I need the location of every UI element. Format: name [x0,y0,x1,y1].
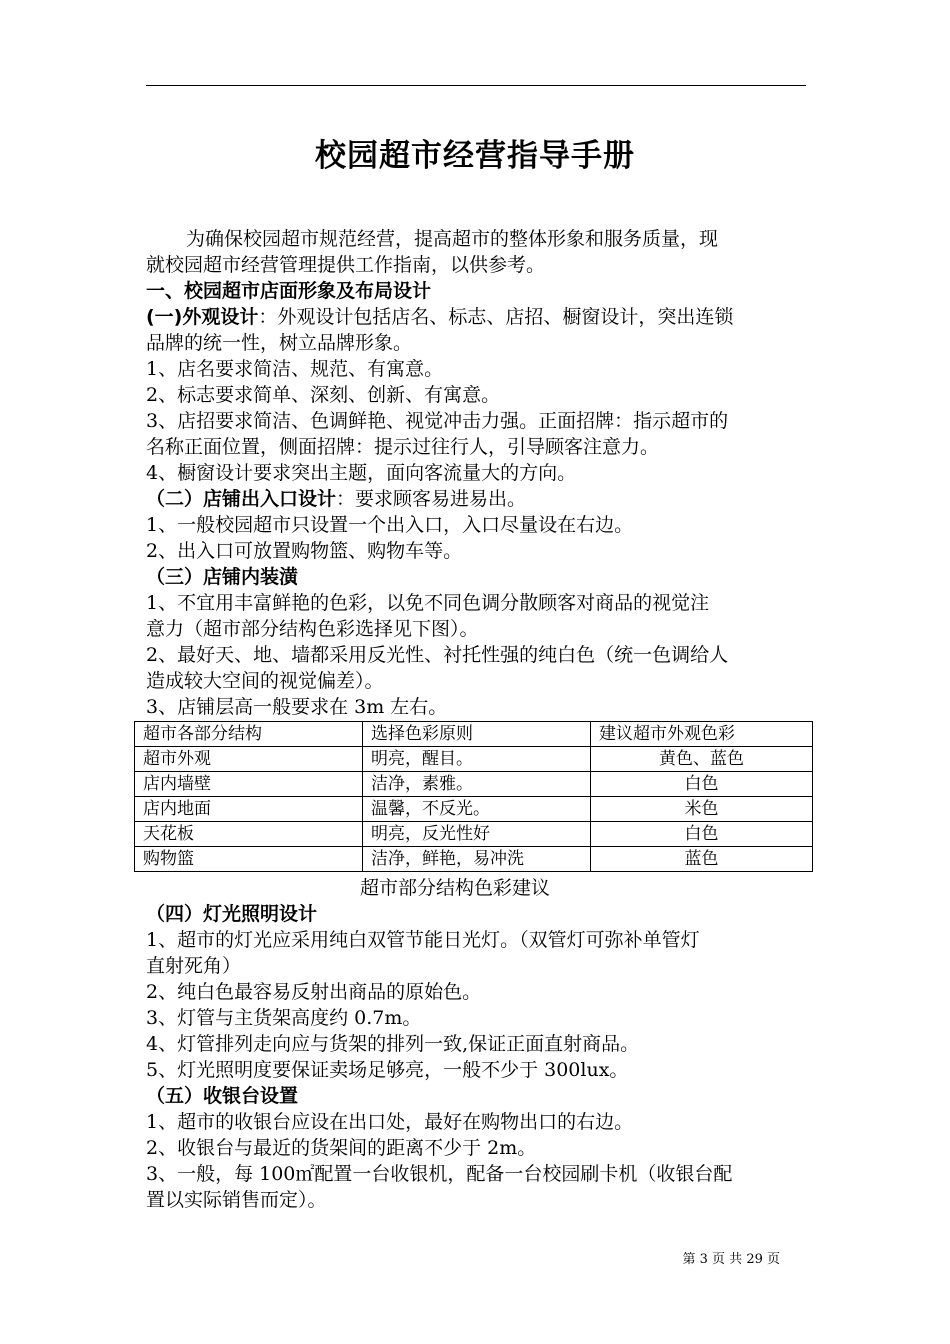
subsection-2-heading: （二）店铺出入口设计 [146,488,337,510]
table-row [135,747,813,772]
table-cell: 洁净，素雅。 [363,772,591,797]
list-item: 3、店铺层高一般要求在 3m 左右。 [146,696,448,718]
section-heading-1: 一、校园超市店面形象及布局设计 [146,280,432,302]
table-cell: 蓝色 [591,847,813,872]
table-cell: 白色 [591,822,813,847]
subsection-5-heading: （五）收银台设置 [146,1085,299,1107]
table-cell: 店内地面 [135,797,363,822]
subsection-4-heading: （四）灯光照明设计 [146,903,318,925]
subsection-1-line [146,304,733,330]
table-row [135,797,813,822]
page-footer: 第 3 页 共 29 页 [682,1252,780,1267]
table-row [135,822,813,847]
list-item: 3、一般，每 100㎡配置一台收银机，配备一台校园刷卡机（收银台配 [146,1163,733,1185]
subsection-2-line [146,486,526,512]
table-row [135,772,813,797]
table-cell: 白色 [591,772,813,797]
header-rule [146,85,806,86]
intro-line-2: 就校园超市经营管理提供工作指南，以供参考。 [146,254,546,276]
list-item: 4、灯管排列走向应与货架的排列一致,保证正面直射商品。 [146,1033,640,1055]
list-item: 1、不宜用丰富鲜艳的色彩，以免不同色调分散顾客对商品的视觉注 [146,592,710,614]
document-title: 校园超市经营指导手册 [315,138,635,174]
table-header-cell: 选择色彩原则 [363,722,591,747]
list-item: 5、灯光照明度要保证卖场足够亮，一般不少于 300lux。 [146,1059,629,1081]
list-item-continued: 名称正面位置，侧面招牌：提示过往行人，引导顾客注意力。 [146,436,660,458]
table-cell: 明亮，反光性好 [363,822,591,847]
subsection-2-text: ：要求顾客易进易出。 [336,488,527,510]
list-item: 4、橱窗设计要求突出主题，面向客流量大的方向。 [146,462,577,484]
table-cell: 明亮，醒目。 [363,747,591,772]
list-item: 1、超市的灯光应采用纯白双管节能日光灯。（双管灯可弥补单管灯 [146,929,700,951]
table-cell: 温馨，不反光。 [363,797,591,822]
list-item: 2、最好天、地、墙都采用反光性、衬托性强的纯白色（统一色调给人 [146,644,729,666]
table-cell: 天花板 [135,822,363,847]
list-item: 2、纯白色最容易反射出商品的原始色。 [146,981,482,1003]
list-item: 1、店名要求简洁、规范、有寓意。 [146,358,444,380]
list-item-continued: 意力（超市部分结构色彩选择见下图）。 [146,618,479,640]
table-header-cell: 建议超市外观色彩 [591,722,813,747]
list-item: 3、灯管与主货架高度约 0.7m。 [146,1007,422,1029]
table-caption: 超市部分结构色彩建议 [359,877,550,899]
table-header-row [135,722,813,747]
list-item: 2、收银台与最近的货架间的距离不少于 2m。 [146,1137,537,1159]
table-row [135,847,813,872]
color-suggestion-table [134,721,813,872]
subsection-3-heading: （三）店铺内装潢 [146,566,299,588]
subsection-1-text-2: 品牌的统一性，树立品牌形象。 [146,332,413,354]
list-item: 3、店招要求简洁、色调鲜艳、视觉冲击力强。正面招牌：指示超市的 [146,410,729,432]
subsection-1-text: ：外观设计包括店名、标志、店招、橱窗设计，突出连锁 [258,306,734,328]
table-header-cell: 超市各部分结构 [135,722,363,747]
list-item: 1、超市的收银台应设在出口处，最好在购物出口的右边。 [146,1111,634,1133]
list-item-continued: 直射死角） [146,955,242,977]
list-item-continued: 造成较大空间的视觉偏差）。 [146,670,384,692]
table-cell: 购物篮 [135,847,363,872]
table-cell: 超市外观 [135,747,363,772]
table-cell: 米色 [591,797,813,822]
table-cell: 洁净，鲜艳，易冲洗 [363,847,591,872]
list-item: 2、标志要求简单、深刻、创新、有寓意。 [146,384,501,406]
table-cell: 店内墙壁 [135,772,363,797]
list-item: 2、出入口可放置购物篮、购物车等。 [146,540,463,562]
subsection-1-heading: (一)外观设计 [146,306,259,328]
list-item: 1、一般校园超市只设置一个出入口，入口尽量设在右边。 [146,514,634,536]
list-item-continued: 置以实际销售而定）。 [146,1189,327,1211]
table-cell: 黄色、蓝色 [591,747,813,772]
intro-line-1: 为确保校园超市规范经营，提高超市的整体形象和服务质量，现 [186,228,719,250]
